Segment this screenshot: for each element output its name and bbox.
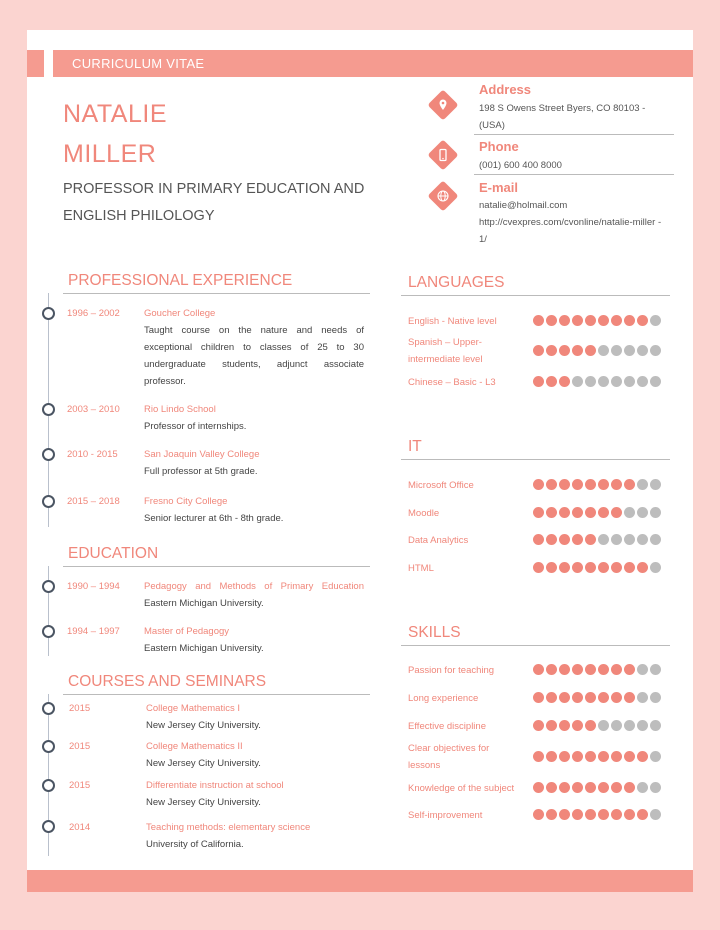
rating-dot-filled (637, 751, 648, 762)
rating-dot-filled (611, 692, 622, 703)
education-title: Master of Pedagogy (144, 626, 230, 637)
rating-dots (533, 664, 661, 675)
rating-dot-empty (637, 782, 648, 793)
experience-date: 2010 - 2015 (67, 449, 118, 460)
education-date: 1994 – 1997 (67, 626, 120, 637)
rating-dot-empty (598, 534, 609, 545)
rating-dot-filled (585, 345, 596, 356)
address-text (479, 100, 675, 134)
email-label: E-mail (479, 180, 519, 195)
rating-dot-empty (611, 345, 622, 356)
phone-number: (001) 600 400 8000 (479, 160, 562, 171)
timeline-dot (42, 702, 55, 715)
rating-dots (533, 809, 661, 820)
it-skill-label: Microsoft Office (408, 480, 474, 491)
rating-dot-filled (572, 562, 583, 573)
headline-line-2: ENGLISH PHILOLOGY (63, 208, 215, 224)
rating-dot-empty (650, 534, 661, 545)
rating-dot-empty (650, 345, 661, 356)
rating-dot-filled (572, 345, 583, 356)
rating-dot-filled (624, 782, 635, 793)
experience-heading: PROFESSIONAL EXPERIENCE (68, 272, 293, 289)
skill-label: Knowledge of the subject (408, 783, 515, 794)
rating-dot-filled (559, 376, 570, 387)
rating-dot-empty (637, 507, 648, 518)
email-address[interactable]: natalie@holmail.com (479, 200, 568, 211)
rating-dot-filled (585, 507, 596, 518)
skill-label: Passion for teaching (408, 665, 495, 676)
rating-dot-filled (585, 315, 596, 326)
experience-desc: Senior lecturer at 6th - 8th grade. (144, 513, 284, 524)
experience-date: 1996 – 2002 (67, 308, 120, 319)
courses-heading: COURSES AND SEMINARS (68, 673, 267, 690)
skills-heading: SKILLS (408, 624, 461, 641)
education-date: 1990 – 1994 (67, 581, 120, 592)
rating-dots (533, 692, 661, 703)
education-heading: EDUCATION (68, 545, 159, 562)
rating-dot-filled (533, 345, 544, 356)
rating-dot-filled (572, 720, 583, 731)
rating-dot-filled (546, 720, 557, 731)
rating-dot-filled (533, 376, 544, 387)
rating-dot-filled (559, 720, 570, 731)
rating-dot-filled (546, 507, 557, 518)
education-title: Pedagogy and Methods of Primary Education (144, 581, 364, 592)
rating-dot-filled (546, 664, 557, 675)
rating-dot-empty (611, 534, 622, 545)
course-date: 2015 (69, 703, 91, 714)
education-divider (63, 566, 370, 567)
rating-dot-filled (572, 751, 583, 762)
email-block (479, 197, 675, 248)
experience-title: Goucher College (144, 308, 216, 319)
rating-dots (533, 720, 661, 731)
courses-divider (63, 694, 370, 695)
rating-dot-filled (533, 751, 544, 762)
phone-label: Phone (479, 139, 519, 154)
rating-dot-empty (598, 720, 609, 731)
footer-band (27, 870, 693, 892)
timeline-dot (42, 495, 55, 508)
first-name: NATALIE (63, 100, 167, 128)
rating-dot-empty (624, 720, 635, 731)
rating-dot-filled (585, 562, 596, 573)
rating-dot-filled (611, 479, 622, 490)
experience-desc: Full professor at 5th grade. (144, 466, 258, 477)
rating-dot-empty (650, 376, 661, 387)
rating-dot-filled (559, 507, 570, 518)
timeline-dot (42, 580, 55, 593)
rating-dot-empty (637, 345, 648, 356)
timeline-dot (42, 740, 55, 753)
rating-dot-filled (585, 809, 596, 820)
course-desc: University of California. (146, 839, 244, 850)
rating-dot-filled (572, 664, 583, 675)
course-date: 2015 (69, 780, 91, 791)
course-date: 2014 (69, 822, 91, 833)
rating-dot-filled (572, 692, 583, 703)
rating-dot-filled (546, 315, 557, 326)
rating-dot-filled (585, 751, 596, 762)
rating-dot-filled (533, 534, 544, 545)
timeline-dot (42, 403, 55, 416)
skills-divider (401, 645, 670, 646)
rating-dot-empty (637, 720, 648, 731)
rating-dots (533, 479, 661, 490)
rating-dot-filled (533, 809, 544, 820)
profile-url-line-1[interactable]: http://cvexpres.com/cvonline/natalie-miller - (479, 217, 662, 228)
address-line-2: (USA) (479, 120, 505, 131)
language-label: English - Native level (408, 316, 497, 327)
rating-dot-filled (637, 809, 648, 820)
rating-dot-filled (624, 562, 635, 573)
rating-dot-filled (533, 782, 544, 793)
rating-dot-filled (533, 692, 544, 703)
experience-date: 2015 – 2018 (67, 496, 120, 507)
rating-dot-filled (559, 562, 570, 573)
rating-dots (533, 562, 661, 573)
rating-dot-empty (585, 376, 596, 387)
rating-dot-filled (533, 315, 544, 326)
skill-label: Clear objectives for lessons (408, 743, 490, 771)
cv-page (27, 30, 693, 892)
rating-dot-filled (559, 782, 570, 793)
language-label: Chinese – Basic - L3 (408, 377, 496, 388)
rating-dots (533, 751, 661, 762)
course-title: College Mathematics I (146, 703, 240, 714)
rating-dot-filled (624, 809, 635, 820)
experience-date: 2003 – 2010 (67, 404, 120, 415)
rating-dot-filled (585, 534, 596, 545)
education-desc: Eastern Michigan University. (144, 643, 264, 654)
rating-dots (533, 507, 661, 518)
rating-dot-empty (598, 345, 609, 356)
rating-dot-filled (533, 562, 544, 573)
rating-dot-filled (637, 562, 648, 573)
rating-dot-filled (572, 315, 583, 326)
rating-dot-filled (559, 315, 570, 326)
rating-dot-filled (546, 534, 557, 545)
rating-dot-filled (559, 809, 570, 820)
experience-desc: Professor of internships. (144, 421, 247, 432)
rating-dot-filled (533, 720, 544, 731)
rating-dot-empty (650, 751, 661, 762)
education-desc: Eastern Michigan University. (144, 598, 264, 609)
course-desc: New Jersey City University. (146, 797, 261, 808)
rating-dot-empty (650, 809, 661, 820)
rating-dot-filled (546, 562, 557, 573)
rating-dot-empty (611, 376, 622, 387)
rating-dot-filled (572, 809, 583, 820)
rating-dot-filled (611, 751, 622, 762)
rating-dot-empty (624, 345, 635, 356)
rating-dot-filled (533, 507, 544, 518)
rating-dot-filled (637, 315, 648, 326)
rating-dots (533, 782, 661, 793)
rating-dot-empty (611, 720, 622, 731)
rating-dot-filled (611, 315, 622, 326)
rating-dot-filled (559, 751, 570, 762)
rating-dot-filled (598, 664, 609, 675)
rating-dot-filled (546, 782, 557, 793)
rating-dot-filled (572, 479, 583, 490)
location-pin-icon (427, 89, 458, 120)
rating-dot-empty (637, 692, 648, 703)
rating-dot-empty (624, 376, 635, 387)
rating-dot-filled (624, 692, 635, 703)
rating-dot-filled (624, 751, 635, 762)
rating-dot-filled (585, 720, 596, 731)
phone-icon (427, 139, 458, 170)
course-desc: New Jersey City University. (146, 720, 261, 731)
rating-dot-filled (546, 692, 557, 703)
phone-divider (474, 174, 674, 175)
course-desc: New Jersey City University. (146, 758, 261, 769)
experience-title: Rio Lindo School (144, 404, 216, 415)
rating-dot-empty (598, 376, 609, 387)
rating-dot-filled (624, 664, 635, 675)
experience-title: Fresno City College (144, 496, 228, 507)
skill-label: Self-improvement (408, 810, 483, 821)
rating-dot-filled (572, 507, 583, 518)
languages-divider (401, 295, 670, 296)
rating-dot-empty (650, 692, 661, 703)
course-title: Differentiate instruction at school (146, 780, 284, 791)
rating-dot-empty (650, 720, 661, 731)
rating-dot-filled (585, 479, 596, 490)
skill-label: Long experience (408, 693, 479, 704)
rating-dot-filled (624, 315, 635, 326)
rating-dot-filled (546, 809, 557, 820)
rating-dot-filled (598, 562, 609, 573)
timeline-dot (42, 625, 55, 638)
rating-dot-empty (650, 782, 661, 793)
rating-dot-empty (637, 534, 648, 545)
rating-dot-filled (585, 782, 596, 793)
experience-desc: Taught course on the nature and needs of exceptional children to classes of 25 to 30 undergraduate students, adjunct associate professor. (144, 325, 364, 387)
rating-dot-filled (559, 345, 570, 356)
course-title: College Mathematics II (146, 741, 243, 752)
header-band-notch (44, 50, 53, 77)
rating-dot-filled (559, 534, 570, 545)
rating-dots (533, 534, 661, 545)
rating-dot-filled (611, 782, 622, 793)
it-heading: IT (408, 438, 422, 455)
rating-dot-filled (598, 751, 609, 762)
cv-label: CURRICULUM VITAE (72, 56, 205, 71)
timeline-dot (42, 779, 55, 792)
rating-dot-filled (546, 376, 557, 387)
rating-dot-filled (546, 479, 557, 490)
rating-dot-empty (650, 507, 661, 518)
skill-label: Effective discipline (408, 721, 486, 732)
languages-heading: LANGUAGES (408, 274, 505, 291)
address-divider (474, 134, 674, 135)
globe-icon (427, 180, 458, 211)
rating-dot-empty (650, 664, 661, 675)
rating-dot-filled (611, 664, 622, 675)
course-date: 2015 (69, 741, 91, 752)
headline-line-1: PROFESSOR IN PRIMARY EDUCATION AND (63, 181, 365, 197)
rating-dot-empty (637, 479, 648, 490)
rating-dot-empty (650, 315, 661, 326)
address-label: Address (479, 82, 532, 97)
course-title: Teaching methods: elementary science (146, 822, 311, 833)
profile-url-line-2[interactable]: 1/ (479, 234, 487, 245)
rating-dot-filled (598, 782, 609, 793)
rating-dot-filled (624, 479, 635, 490)
rating-dot-empty (650, 479, 661, 490)
rating-dot-filled (559, 479, 570, 490)
rating-dot-filled (598, 809, 609, 820)
rating-dots (533, 376, 661, 387)
rating-dot-filled (572, 782, 583, 793)
rating-dot-filled (533, 664, 544, 675)
experience-divider (63, 293, 370, 294)
rating-dot-filled (572, 534, 583, 545)
rating-dot-filled (598, 692, 609, 703)
rating-dot-filled (533, 479, 544, 490)
last-name: MILLER (63, 140, 157, 168)
rating-dot-filled (598, 315, 609, 326)
it-skill-label: Moodle (408, 508, 440, 519)
rating-dot-empty (572, 376, 583, 387)
experience-title: San Joaquin Valley College (144, 449, 260, 460)
timeline-dot (42, 307, 55, 320)
it-divider (401, 459, 670, 460)
rating-dot-filled (611, 507, 622, 518)
rating-dots (533, 345, 661, 356)
address-line-1: 198 S Owens Street Byers, CO 80103 - (479, 103, 646, 114)
rating-dot-filled (546, 751, 557, 762)
rating-dots (533, 315, 661, 326)
rating-dot-empty (624, 507, 635, 518)
it-skill-label: HTML (408, 563, 434, 574)
language-label: Spanish – Upper-intermediate level (408, 337, 483, 365)
rating-dot-filled (585, 692, 596, 703)
rating-dot-filled (598, 507, 609, 518)
rating-dot-filled (585, 664, 596, 675)
rating-dot-empty (650, 562, 661, 573)
rating-dot-empty (624, 534, 635, 545)
rating-dot-filled (598, 479, 609, 490)
rating-dot-filled (559, 692, 570, 703)
rating-dot-filled (611, 562, 622, 573)
rating-dot-filled (546, 345, 557, 356)
it-skill-label: Data Analytics (408, 535, 469, 546)
timeline-dot (42, 820, 55, 833)
rating-dot-filled (559, 664, 570, 675)
rating-dot-filled (611, 809, 622, 820)
rating-dot-empty (637, 664, 648, 675)
timeline-dot (42, 448, 55, 461)
rating-dot-empty (637, 376, 648, 387)
headline (63, 176, 403, 230)
